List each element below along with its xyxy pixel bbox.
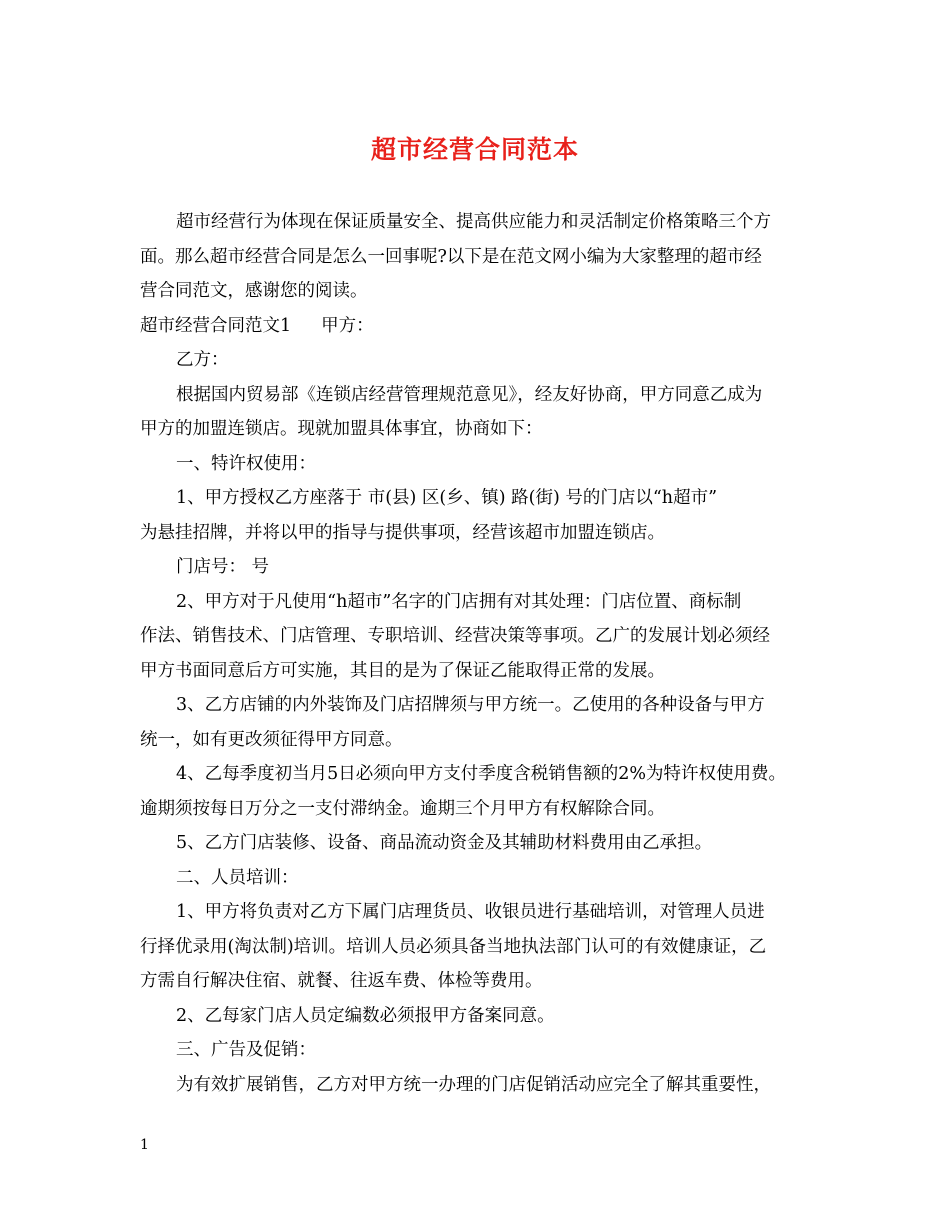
paragraph-line: 为悬挂招牌，并将以甲的指导与提供事项，经营该超市加盟连锁店。	[140, 522, 665, 543]
section-heading: 一、特许权使用：	[176, 453, 316, 474]
paragraph-line: 2、乙每家门店人员定编数必须报甲方备案同意。	[176, 1005, 555, 1026]
section-heading: 超市经营合同范文1	[140, 315, 292, 336]
paragraph-line: 5、乙方门店装修、设备、商品流动资金及其辅助材料费用由乙承担。	[176, 833, 713, 853]
paragraph-line: 1、甲方授权乙方座落于 市(县) 区(乡、镇) 路(街) 号的门店以“h超市”	[176, 488, 718, 508]
paragraph-line: 甲方书面同意后方可实施，其目的是为了保证乙能取得正常的发展。	[140, 660, 665, 681]
paragraph-line: 方需自行解决住宿、就餐、往返车费、体检等费用。	[140, 971, 543, 991]
section-heading: 二、人员培训：	[176, 867, 299, 888]
paragraph-line: 1、甲方将负责对乙方下属门店理货员、收银员进行基础培训，对管理人员进	[176, 902, 765, 922]
paragraph-line	[140, 309, 820, 344]
paragraph-line: 2、甲方对于凡使用“h超市”名字的门店拥有对其处理：门店位置、商标制	[176, 591, 742, 612]
paragraph-line: 门店号： 号	[176, 557, 270, 577]
paragraph-line: 甲方的加盟连锁店。现就加盟具体事宜，协商如下：	[140, 419, 543, 439]
party-b-label: 乙方：	[176, 350, 229, 370]
paragraph-line: 4、乙每季度初当月5日必须向甲方支付季度含税销售额的2%为特许权使用费。	[176, 764, 787, 784]
paragraph-line: 面。那么超市经营合同是怎么一回事呢?以下是在范文网小编为大家整理的超市经	[140, 246, 762, 267]
paragraph-line: 作法、销售技术、门店管理、专职培训、经营决策等事项。乙广的发展计划必须经	[140, 626, 770, 646]
paragraph-line: 营合同范文，感谢您的阅读。	[140, 281, 368, 301]
paragraph-line: 逾期须按每日万分之一支付滞纳金。逾期三个月甲方有权解除合同。	[140, 798, 665, 819]
document-body	[140, 205, 820, 1102]
page-number: 1	[140, 1137, 149, 1153]
document-title: 超市经营合同范本	[370, 135, 579, 164]
section-heading: 三、广告及促销：	[176, 1040, 316, 1060]
paragraph-line: 行择优录用(淘汰制)培训。培训人员必须具备当地执法部门认可的有效健康证，乙	[140, 936, 767, 957]
paragraph-line: 超市经营行为体现在保证质量安全、提高供应能力和灵活制定价格策略三个方	[176, 212, 771, 232]
paragraph-line: 3、乙方店铺的内外装饰及门店招牌须与甲方统一。乙使用的各种设备与甲方	[176, 695, 765, 715]
paragraph-line: 为有效扩展销售，乙方对甲方统一办理的门店促销活动应完全了解其重要性，	[176, 1074, 771, 1095]
party-a-label: 甲方：	[321, 315, 374, 336]
paragraph-line: 根据国内贸易部《连锁店经营管理规范意见》，经友好协商，甲方同意乙成为	[176, 384, 763, 405]
paragraph-line: 统一，如有更改须征得甲方同意。	[140, 729, 403, 750]
